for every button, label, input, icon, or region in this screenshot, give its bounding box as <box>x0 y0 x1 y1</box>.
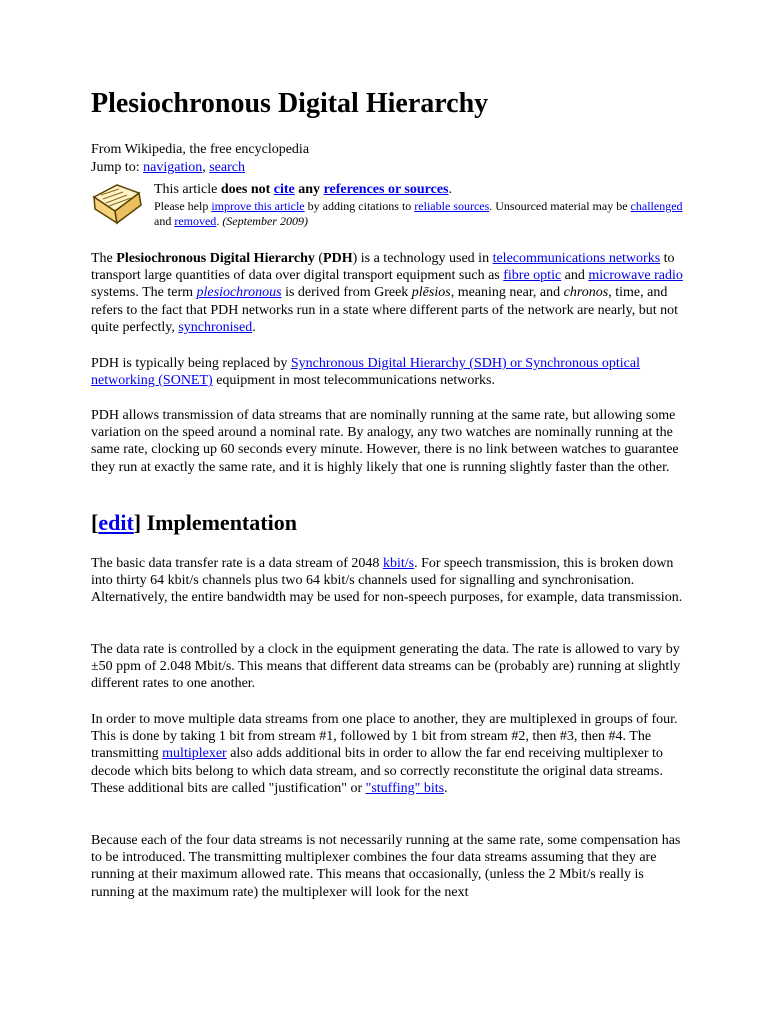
kbits-link[interactable]: kbit/s <box>382 556 415 571</box>
paragraph-5: The data rate is controlled by a clock in the equipment generating the data. The rate is allowed to vary by ±50 ppm of 2.048 Mbit/s. This means that different data streams can be (probably are) running at slightly different rates to one another. <box>91 642 681 692</box>
text: ) is a technology used in <box>352 251 493 266</box>
notice-line-2 <box>154 199 694 229</box>
cite-link[interactable]: cite <box>273 182 295 197</box>
plesiochronous-link[interactable]: plesiochronous <box>196 285 282 301</box>
text: This article <box>154 182 221 197</box>
notice-date: (September 2009) <box>222 214 308 228</box>
subtitle-block <box>91 141 309 177</box>
bracket: [ <box>91 510 99 535</box>
greek-term: chronos <box>563 285 609 301</box>
reliable-sources-link[interactable]: reliable sources <box>414 199 490 213</box>
paragraph-4 <box>91 555 687 607</box>
text-bold: any <box>294 182 324 197</box>
text: . <box>216 214 223 228</box>
fibre-optic-link[interactable]: fibre optic <box>503 268 562 284</box>
improve-article-link[interactable]: improve this article <box>211 199 305 213</box>
telecom-networks-link[interactable]: telecommunications networks <box>492 251 661 266</box>
text: In order to move multiple data streams from one place to another, they are multiplexed in groups of four. This is done by taking 1 bit from stream #1, followed by 1 bit from stream #2, then #3, then #4. The transmitting <box>91 712 678 762</box>
text: and <box>154 214 175 228</box>
removed-link[interactable]: removed <box>174 214 217 228</box>
text: ( <box>314 251 324 266</box>
text: The basic data transfer rate is a data stream of 2048 <box>91 556 383 571</box>
sdh-sonet-link[interactable]: Synchronous Digital Hierarchy (SDH) or Synchronous optical networking (SONET) <box>91 356 641 389</box>
bracket: ] <box>133 510 142 535</box>
text: by adding citations to <box>304 199 415 213</box>
text: . <box>252 319 256 335</box>
text: systems. The term <box>91 285 197 301</box>
jump-navigation-link[interactable]: navigation <box>143 160 203 175</box>
paragraph-3: PDH allows transmission of data streams that are nominally running at the same rate, but allowing some variation on the speed around a nominal rate. By analogy, any two watches are nominally running at the same rate, clocking up 60 seconds every minute. However, there is no link between watches to guarantee they run at exactly the same rate, and it is highly likely that one is running slightly faster than the other. <box>91 408 679 475</box>
notice-line-1 <box>154 180 694 199</box>
text: to transport large quantities of data over digital transport equipment such as <box>91 251 675 284</box>
text: equipment in most telecommunications networks. <box>212 373 495 389</box>
references-link[interactable]: references or sources <box>323 182 449 197</box>
synchronised-link[interactable]: synchronised <box>178 319 253 335</box>
text: , time, and refers to the fact that PDH networks run in a state where different parts of the network are nearly, but not quite perfectly, <box>91 285 679 335</box>
notice-text <box>154 180 694 229</box>
stuffing-bits-link[interactable]: "stuffing" bits <box>365 780 445 796</box>
paragraph-2 <box>91 355 687 389</box>
section-heading-implementation <box>91 510 297 536</box>
paragraph-7: Because each of the four data streams is not necessarily running at the same rate, some compensation has to be introduced. The transmitting multiplexer combines the four data streams assuming that they are running at their maximum allowed rate. This means that occasionally, (unless the 2 Mbit/s really is running at the maximum rate) the multiplexer will look for the next <box>91 833 681 900</box>
text: . <box>448 182 452 197</box>
book-icon <box>91 183 143 225</box>
text: , meaning near, and <box>450 285 564 301</box>
jump-search-link[interactable]: search <box>209 160 245 175</box>
text: . For speech transmission, this is broken down into thirty 64 kbit/s channels plus two 64 kbit/s channels used for signalling and synchronisation. Alternatively, the entire bandwidth may be used for non-speech purposes, for example, data transmission. <box>91 556 683 606</box>
multiplexer-link[interactable]: multiplexer <box>162 746 227 762</box>
jump-prefix: Jump to: <box>91 160 144 175</box>
text: is derived from Greek <box>281 285 412 301</box>
term-bold: PDH <box>323 251 353 266</box>
jump-to <box>91 159 309 177</box>
edit-section-link[interactable]: edit <box>98 510 134 535</box>
paragraph-6 <box>91 711 687 797</box>
text: PDH is typically being replaced by <box>91 356 291 371</box>
text: The <box>91 251 117 266</box>
intro-paragraph <box>91 250 687 336</box>
page-title: Plesiochronous Digital Hierarchy <box>91 88 489 119</box>
text: Please help <box>154 199 212 213</box>
text-bold: does not <box>220 182 274 197</box>
section-title: Implementation <box>141 510 297 535</box>
text: and <box>561 268 589 284</box>
challenged-link[interactable]: challenged <box>630 199 683 213</box>
site-sub: From Wikipedia, the free encyclopedia <box>91 142 310 157</box>
text: . <box>444 780 448 796</box>
microwave-radio-link[interactable]: microwave radio <box>588 268 683 284</box>
greek-term: plēsios <box>411 285 451 301</box>
text: . Unsourced material may be <box>489 199 631 213</box>
text: also adds additional bits in order to allow the far end receiving multiplexer to decode which bits belong to which data stream, and so correctly reconstitute the original data streams. These additional bits are called "justification" or <box>91 746 663 796</box>
jump-sep: , <box>202 160 210 175</box>
term-bold: Plesiochronous Digital Hierarchy <box>116 251 315 266</box>
